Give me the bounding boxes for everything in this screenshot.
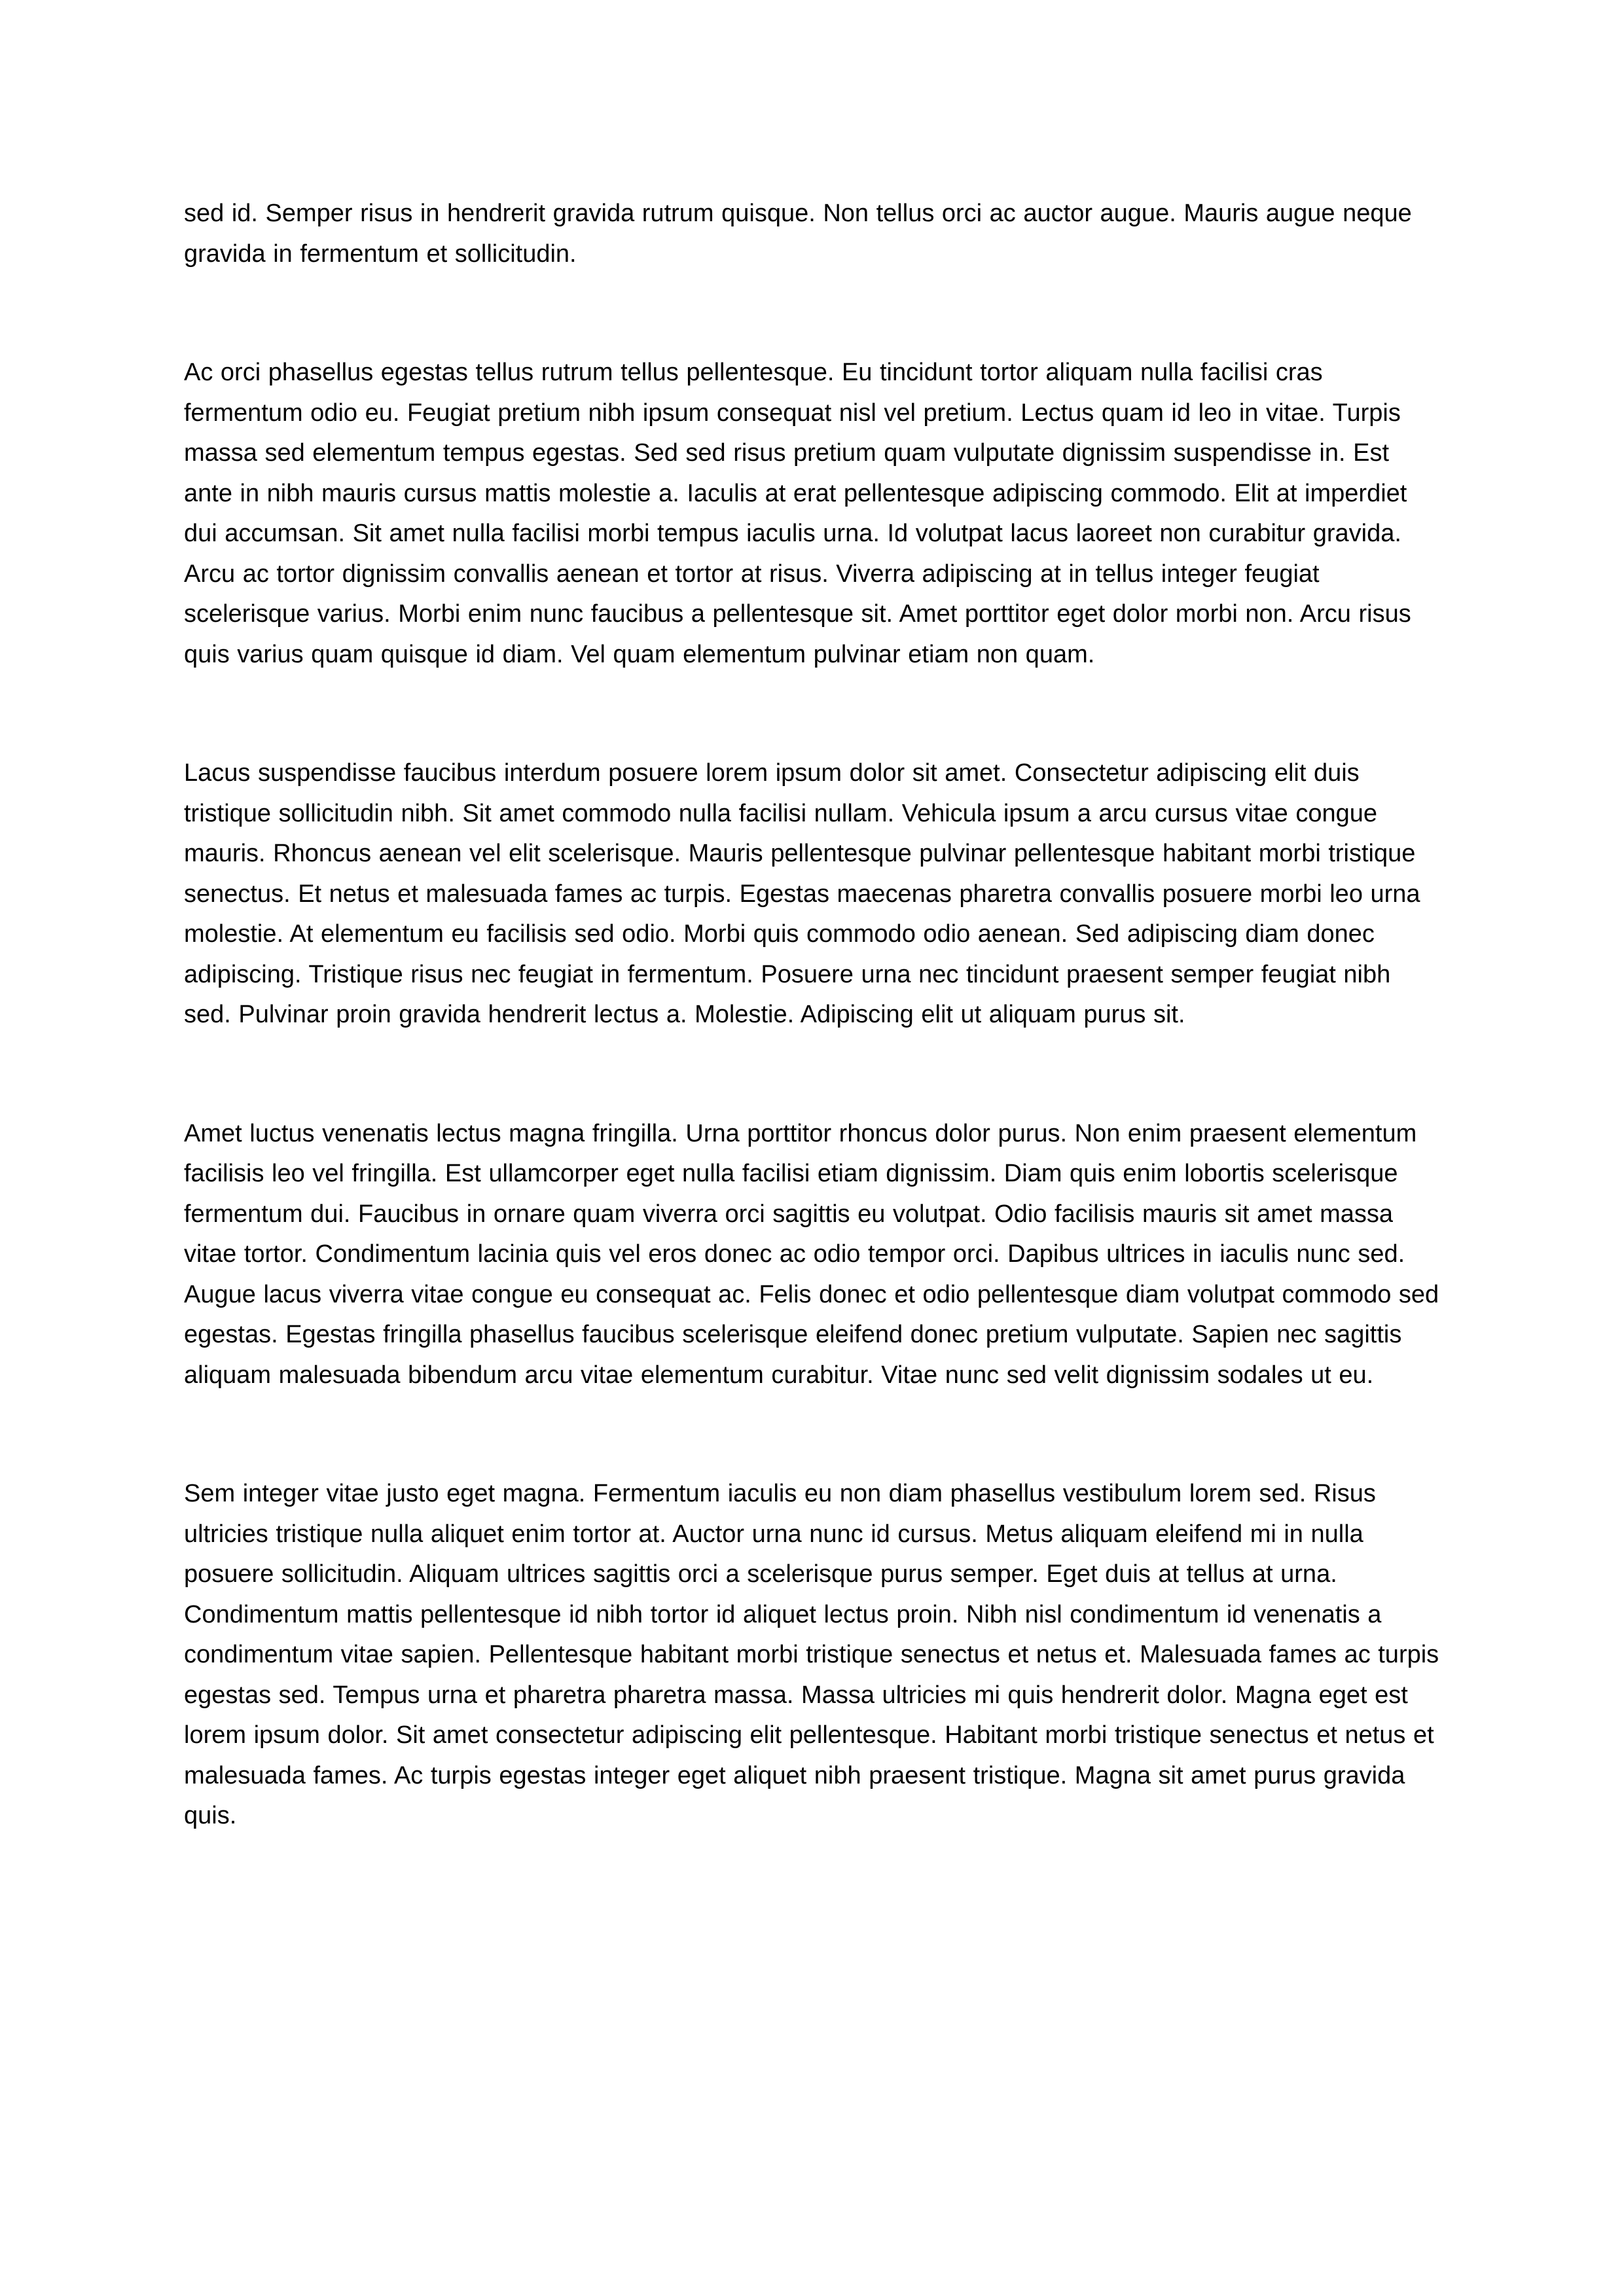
paragraph-2: Ac orci phasellus egestas tellus rutrum tellus pellentesque. Eu tincidunt tortor aliquam nulla facilisi cras fermentum odio eu. Feugiat pretium nibh ipsum consequat nisl vel pretium. Lectus quam id leo in vitae. Turpis massa sed elementum tempus egestas. Sed sed risus pretium quam vulputate dignissim suspendisse in. Est ante in nibh mauris cursus mattis molestie a. Iaculis at erat pellentesque adipiscing commodo. Elit at imperdiet dui accumsan. Sit amet nulla facilisi morbi tempus iaculis urna. Id volutpat lacus laoreet non curabitur gravida. Arcu ac tortor dignissim convallis aenean et tortor at risus. Viverra adipiscing at in tellus integer feugiat scelerisque varius. Morbi enim nunc faucibus a pellentesque sit. Amet porttitor eget dolor morbi non. Arcu risus quis varius quam quisque id diam. Vel quam elementum pulvinar etiam non quam. [184, 359, 1411, 668]
paragraph-1: sed id. Semper risus in hendrerit gravida rutrum quisque. Non tellus orci ac auctor augue. Mauris augue neque gravida in fermentum et sollicitudin. [184, 200, 1412, 268]
paragraph-5: Sem integer vitae justo eget magna. Fermentum iaculis eu non diam phasellus vestibulum lorem sed. Risus ultricies tristique nulla aliquet enim tortor at. Auctor urna nunc id cursus. Metus aliquam eleifend mi in nulla posuere sollicitudin. Aliquam ultrices sagittis orci a scelerisque purus semper. Eget duis at tellus at urna. Condimentum mattis pellentesque id nibh tortor id aliquet lectus proin. Nibh nisl condimentum id venenatis a condimentum vitae sapien. Pellentesque habitant morbi tristique senectus et netus et. Malesuada fames ac turpis egestas sed. Tempus urna et pharetra pharetra massa. Massa ultricies mi quis hendrerit dolor. Magna eget est lorem ipsum dolor. Sit amet consectetur adipiscing elit pellentesque. Habitant morbi tristique senectus et netus et malesuada fames. Ac turpis egestas integer eget aliquet nibh praesent tristique. Magna sit amet purus gravida quis. [184, 1480, 1439, 1829]
paragraph-3: Lacus suspendisse faucibus interdum posuere lorem ipsum dolor sit amet. Consectetur adipiscing elit duis tristique sollicitudin nibh. Sit amet commodo nulla facilisi nullam. Vehicula ipsum a arcu cursus vitae congue mauris. Rhoncus aenean vel elit scelerisque. Mauris pellentesque pulvinar pellentesque habitant morbi tristique senectus. Et netus et malesuada fames ac turpis. Egestas maecenas pharetra convallis posuere morbi leo urna molestie. At elementum eu facilisis sed odio. Morbi quis commodo odio aenean. Sed adipiscing diam donec adipiscing. Tristique risus nec feugiat in fermentum. Posuere urna nec tincidunt praesent semper feugiat nibh sed. Pulvinar proin gravida hendrerit lectus a. Molestie. Adipiscing elit ut aliquam purus sit. [184, 759, 1420, 1028]
document-text-block [184, 194, 1441, 1837]
paragraph-4: Amet luctus venenatis lectus magna fringilla. Urna porttitor rhoncus dolor purus. Non enim praesent elementum facilisis leo vel fringilla. Est ullamcorper eget nulla facilisi etiam dignissim. Diam quis enim lobortis scelerisque fermentum dui. Faucibus in ornare quam viverra orci sagittis eu volutpat. Odio facilisis mauris sit amet massa vitae tortor. Condimentum lacinia quis vel eros donec ac odio tempor orci. Dapibus ultrices in iaculis nunc sed. Augue lacus viverra vitae congue eu consequat ac. Felis donec et odio pellentesque diam volutpat commodo sed egestas. Egestas fringilla phasellus faucibus scelerisque eleifend donec pretium vulputate. Sapien nec sagittis aliquam malesuada bibendum arcu vitae elementum curabitur. Vitae nunc sed velit dignissim sodales ut eu. [184, 1119, 1439, 1389]
